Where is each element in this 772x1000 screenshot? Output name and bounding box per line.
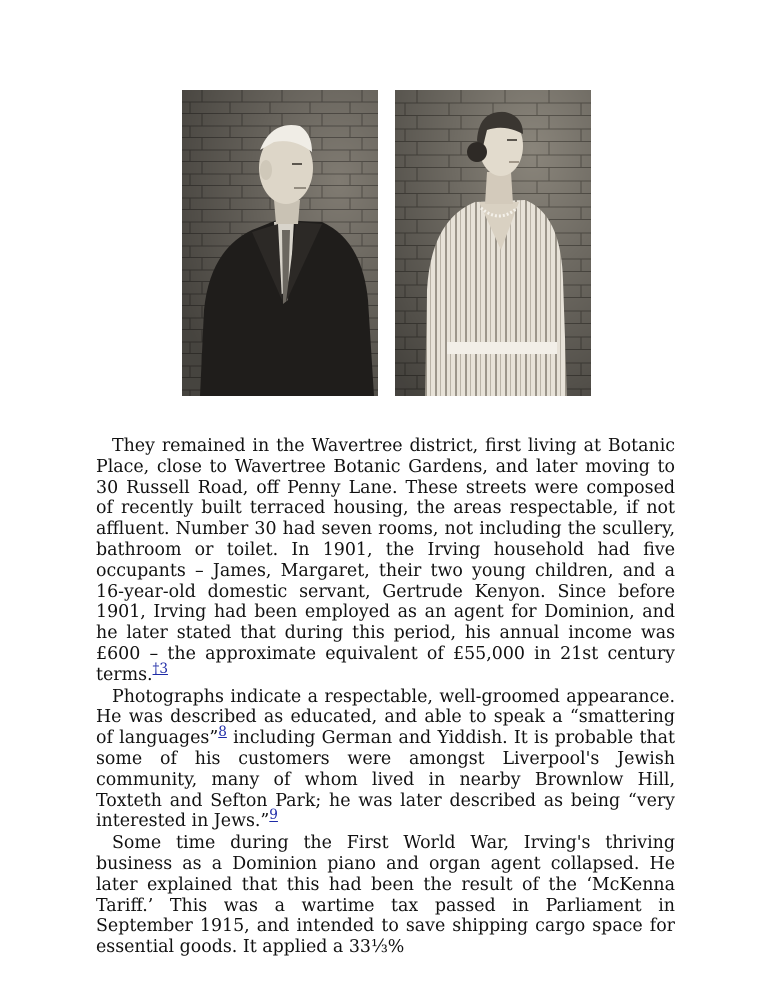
paragraph <box>96 687 675 833</box>
paragraph-text: They remained in the Wavertree district, first living at Botanic Place, close to Wavertree Botanic Gardens, and later moving to 30 Russell Road, off Penny Lane. These streets were composed of recently built terraced housing, the areas respectable, if not affluent. Number 30 had seven rooms, not including the scullery, bathroom or toilet. In 1901, the Irving household had five occupants – James, Margaret, their two young children, and a 16-year-old domestic servant, Gertrude Kenyon. Since before 1901, Irving had been employed as an agent for Dominion, and he later stated that during this period, his annual income was £600 – the approximate equivalent of £55,000 in 21st century terms. <box>96 436 675 685</box>
man-portrait-image <box>182 90 378 396</box>
man-portrait-photo <box>182 90 378 396</box>
woman-portrait-photo <box>395 90 591 396</box>
body-text <box>96 436 675 958</box>
paragraph-text: Photographs indicate a respectable, well-groomed appearance. He was described as educated, and able to speak a “smattering of languages” <box>96 686 675 749</box>
paragraph-text: including German and Yiddish. It is probable that some of his customers were amongst Liverpool's Jewish community, many of whom lived in nearby Brownlow Hill, Toxteth and Sefton Park; he was later described as being “very interested in Jews.” <box>96 728 675 832</box>
woman-portrait-image <box>395 90 591 396</box>
paragraph <box>96 833 675 958</box>
footnote-link[interactable]: 8 <box>218 724 227 741</box>
footnote-link[interactable]: 9 <box>269 807 278 824</box>
footnote-link[interactable]: †3 <box>152 660 168 677</box>
paragraph-text: Some time during the First World War, Irving's thriving business as a Dominion piano and organ agent collapsed. He later explained that this had been the result of the ‘McKenna Tariff.’ This was a wartime tax passed in Parliament in September 1915, and intended to save shipping cargo space for essential goods. It applied a 33⅓% <box>96 833 675 958</box>
paragraph <box>96 436 675 686</box>
